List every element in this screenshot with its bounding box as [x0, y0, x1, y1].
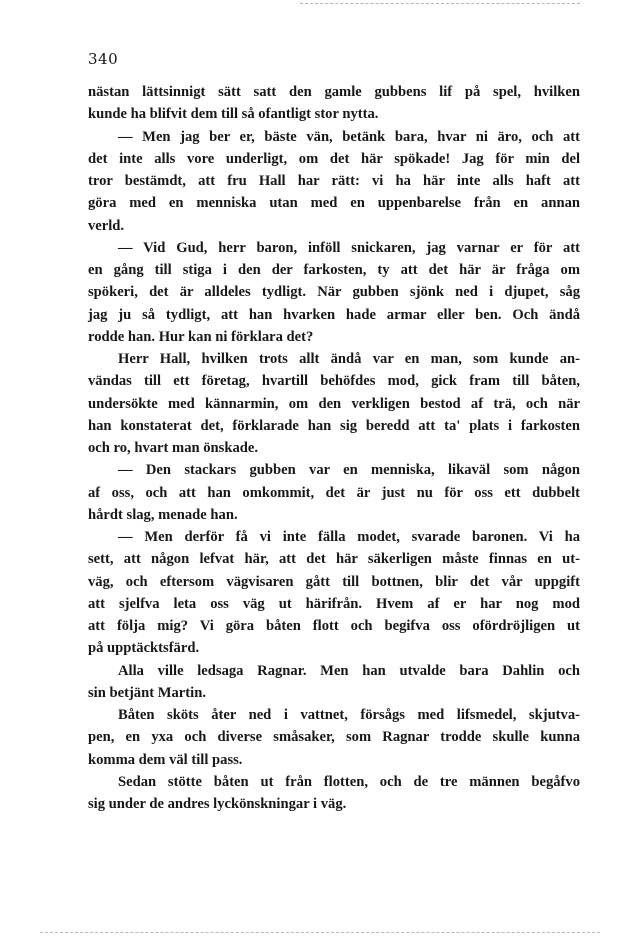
text-line: sin betjänt Martin.	[88, 684, 206, 701]
text-line: nästan lättsinnigt sätt satt den gamle gubbens lif på spel, hvilken	[88, 84, 580, 100]
top-scan-edge	[300, 3, 580, 4]
body-text	[88, 81, 580, 815]
text-line: göra med en menniska utan med en uppenbarelse från en annan	[88, 195, 580, 212]
text-line: väg, och eftersom vägvisaren gått till bottnen, blir det vår uppgift	[88, 573, 580, 590]
text-line: Alla ville ledsaga Ragnar. Men han utvalde bara Dahlin och	[118, 662, 580, 679]
page-number: 340	[88, 50, 119, 68]
text-line: att följa mig? Vi göra båten flott och begifva oss ofördröjligen ut	[88, 618, 580, 634]
text-line: Herr Hall, hvilken trots allt ändå var en man, som kunde an-	[118, 351, 580, 367]
text-line: tror bestämdt, att fru Hall har rätt: vi ha här inte alls haft att	[88, 173, 580, 189]
text-line: verld.	[88, 217, 125, 234]
text-line: sig under de andres lyckönskningar i väg.	[88, 796, 347, 812]
text-line: och ro, hvart man önskade.	[88, 440, 259, 456]
text-line: — Vid Gud, herr baron, inföll snickaren, jag varnar er för att	[118, 239, 580, 256]
text-line: hårdt slag, menade han.	[88, 506, 238, 523]
text-line: — Men derför få vi inte fälla modet, svarade baronen. Vi ha	[118, 529, 580, 545]
text-line: sett, att någon lefvat här, att det här säkerligen måste finnas en ut-	[88, 551, 580, 568]
text-line: att sjelfva leta oss väg ut härifrån. Hvem af er har nog mod	[88, 595, 580, 612]
text-line: — Men jag ber er, bäste vän, betänk bara, hvar ni äro, och att	[118, 128, 580, 145]
text-line: Sedan stötte båten ut från flotten, och de tre männen begåfvo	[118, 773, 580, 790]
text-line: — Den stackars gubben var en menniska, likaväl som någon	[118, 462, 580, 479]
text-line: det inte alls vore underligt, om det här spökade! Jag för min del	[88, 150, 580, 167]
text-line: af oss, och att han omkommit, det är just nu för oss ett dubbelt	[88, 484, 580, 501]
text-line: pen, en yxa och diverse småsaker, som Ragnar trodde skulle kunna	[88, 729, 580, 746]
text-line: spökeri, det är alldeles tydligt. När gubben sjönk ned i djupet, såg	[88, 284, 580, 301]
text-line: vändas till ett företag, hvartill behöfdes mod, gick fram till båten,	[88, 373, 580, 390]
text-line: kunde ha blifvit dem till så ofantligt stor nytta.	[88, 106, 379, 123]
text-line: jag ju så tydligt, att han hvarken hade armar eller ben. Och ändå	[88, 306, 580, 323]
bottom-scan-edge	[40, 932, 600, 933]
text-line: rodde han. Hur kan ni förklara det?	[88, 328, 314, 345]
text-line: han konstaterat det, förklarade han sig beredd att ta' plats i farkosten	[88, 417, 580, 434]
text-line: undersökte med kännarmin, om den verkligen bestod af trä, och när	[88, 395, 580, 412]
text-line: en gång till stiga i den der farkosten, ty att det här är fråga om	[88, 262, 580, 278]
text-line: komma dem väl till pass.	[88, 751, 243, 768]
text-line: på upptäcktsfärd.	[88, 640, 200, 657]
text-line: Båten sköts åter ned i vattnet, försågs med lifsmedel, skjutva-	[118, 707, 580, 723]
